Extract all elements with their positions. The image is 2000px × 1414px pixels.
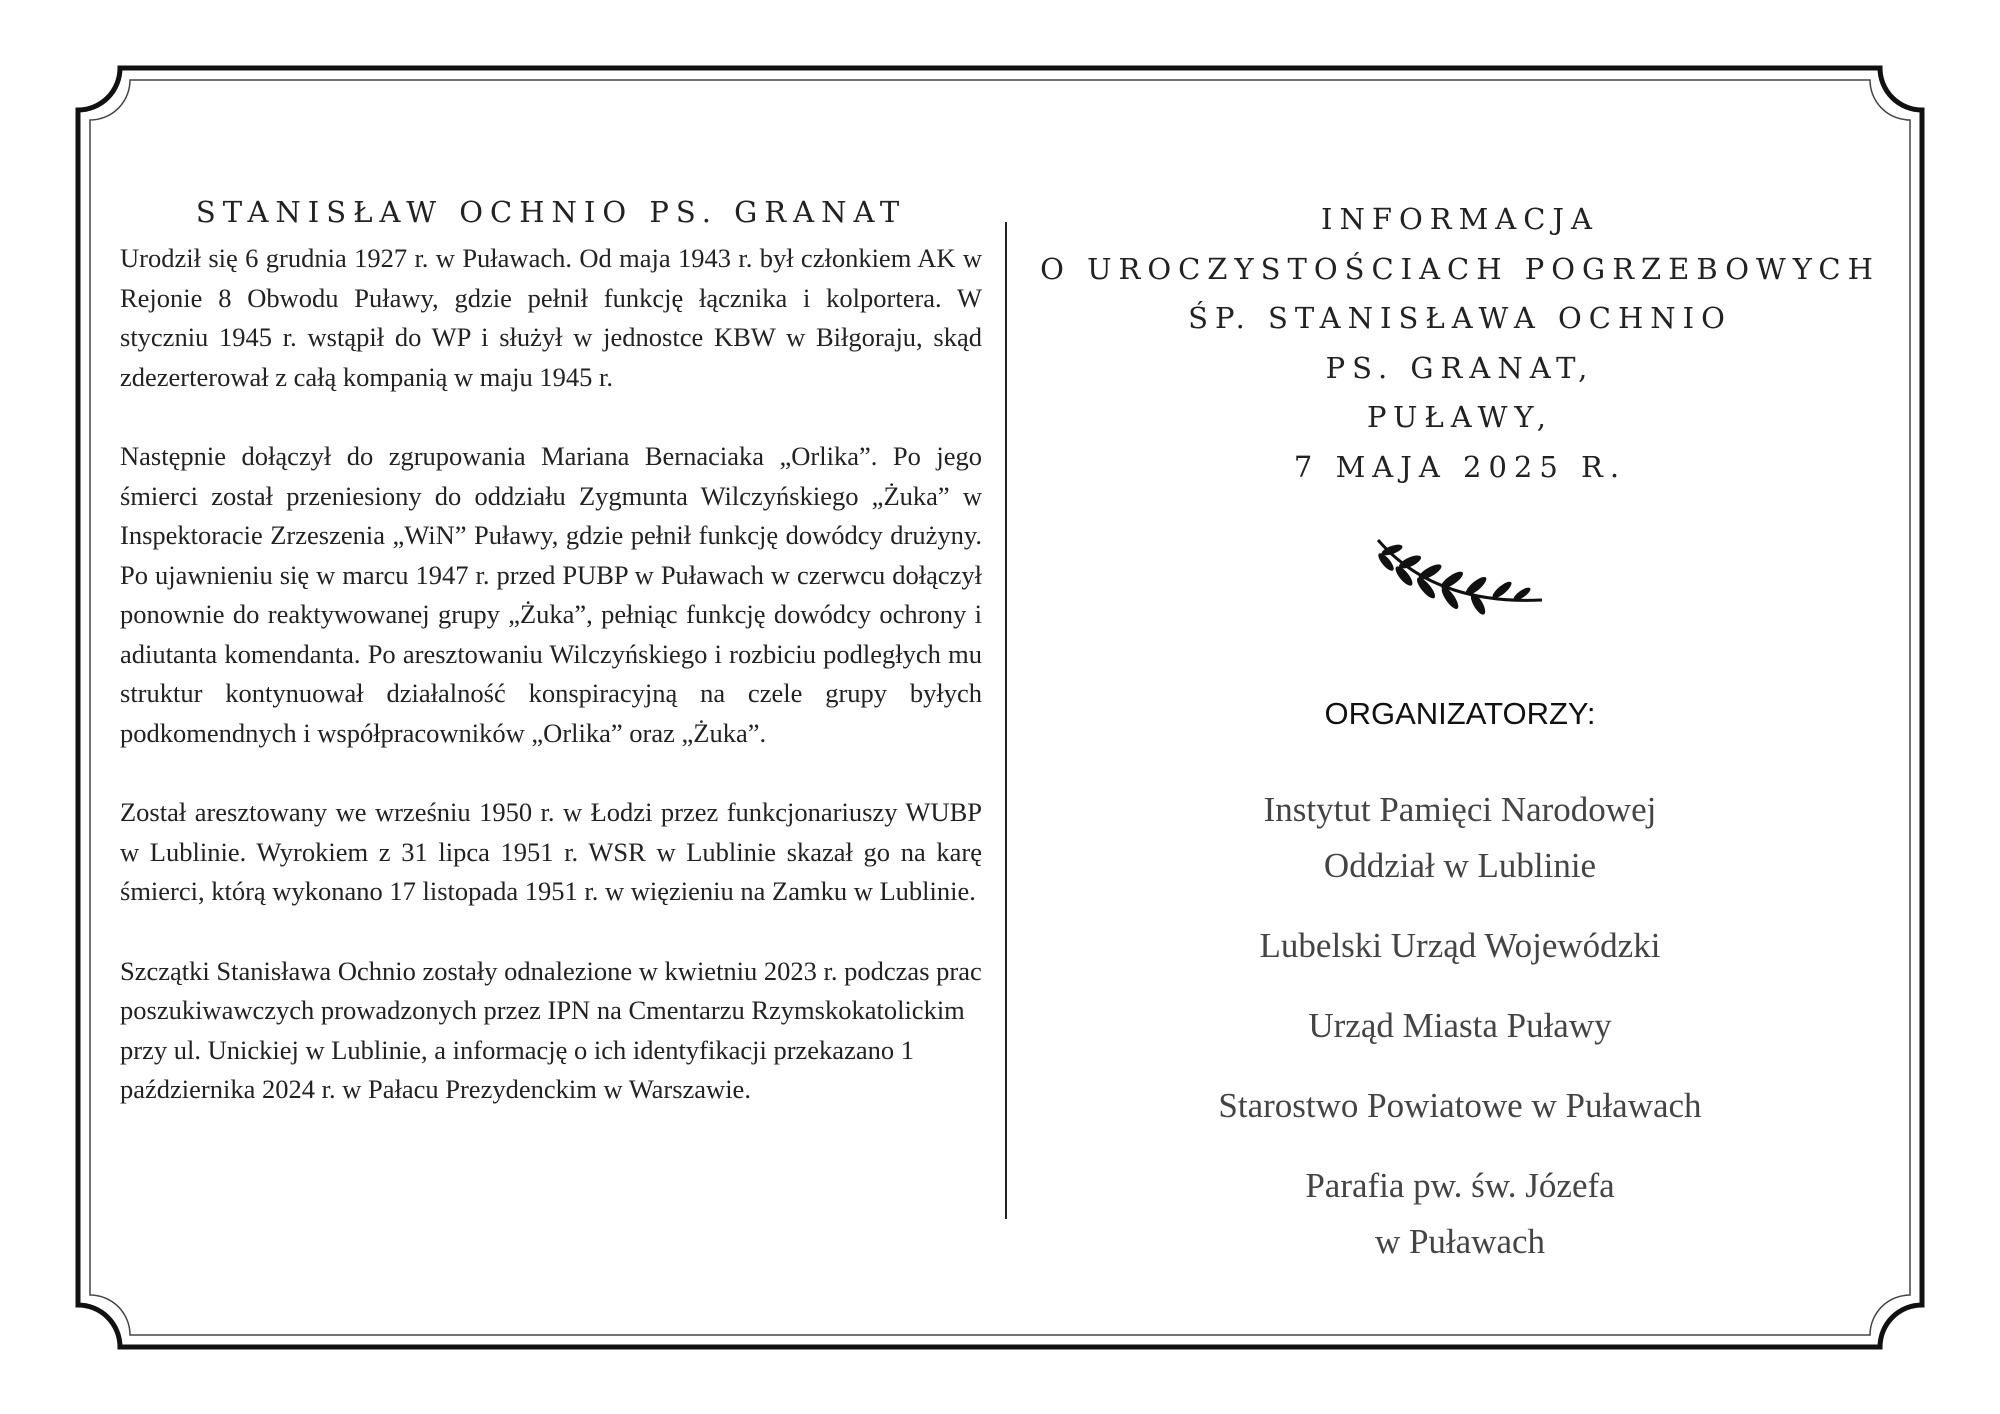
laurel-branch-icon: [1370, 532, 1550, 622]
biography-paragraph-2: Następnie dołączył do zgrupowania Mariana Bernaciaka „Orlika”. Po jego śmierci został przeniesiony do oddziału Zygmunta Wilczyńskiego „Żuka” w Inspektoracie Zrzeszenia „WiN” Puławy, gdzie pełnił funkcję dowódcy drużyny. Po ujawnieniu się w marcu 1947 r. przed PUBP w Puławach w czerwcu dołączył ponownie do reaktywowanej grupy „Żuka”, pełniąc funkcję dowódcy ochrony i adiutanta komendanta. Po aresztowaniu Wilczyńskiego i rozbiciu podległych mu struktur kontynuował działalność konspiracyjną na czele grupy byłych podkomendnych i współpracowników „Orlika” oraz „Żuka”.: [120, 441, 982, 748]
organizer-city-office-line-1: Urząd Miasta Puławy: [1308, 1006, 1612, 1045]
info-line-2: O UROCZYSTOŚCIACH POGRZEBOWYCH: [1040, 251, 1880, 286]
organizer-ipn-line-1: Instytut Pamięci Narodowej: [1263, 790, 1657, 829]
organizer-ipn-line-2: Oddział w Lublinie: [1323, 846, 1597, 885]
organizer-parish-line-2: w Puławach: [1374, 1222, 1546, 1261]
info-line-4: PS. GRANAT,: [1325, 350, 1595, 385]
biography-column: [120, 195, 982, 1150]
organizer-luw-line-1: Lubelski Urząd Wojewódzki: [1259, 926, 1661, 965]
biography-paragraph-1: Urodził się 6 grudnia 1927 r. w Puławach. Od maja 1943 r. był członkiem AK w Rejonie 8 Obwodu Puławy, gdzie pełnił funkcję łącznika i kolportera. W styczniu 1945 r. wstąpił do WP i służył w jednostce KBW w Biłgoraju, skąd zdezerterował z całą kompanią w maju 1945 r.: [120, 243, 982, 392]
organizer-parish-line-1: Parafia pw. św. Józefa: [1305, 1166, 1615, 1205]
info-line-5: PUŁAWY,: [1366, 400, 1554, 434]
organizer-ipn: [1020, 782, 1900, 894]
biography-paragraph-3: Został aresztowany we wrześniu 1950 r. w Łodzi przez funkcjonariuszy WUBP w Lublinie. Wyrokiem z 31 lipca 1951 r. WSR w Lublinie skazał go na karę śmierci, którą wykonano 17 listopada 1951 r. w więzieniu na Zamku w Lublinie.: [120, 797, 982, 906]
organizers-heading: ORGANIZATORZY:: [1324, 696, 1596, 731]
organizer-county-office: [1020, 1078, 1900, 1134]
info-line-3: ŚP. STANISŁAWA OCHNIO: [1188, 301, 1732, 335]
column-divider: [1005, 222, 1007, 1219]
organizer-county-office-line-1: Starostwo Powiatowe w Puławach: [1218, 1086, 1702, 1125]
ceremony-info-heading: [1020, 195, 1900, 492]
organizer-parish: [1020, 1158, 1900, 1270]
biography-title: STANISŁAW OCHNIO PS. GRANAT: [195, 195, 907, 229]
info-line-6: 7 MAJA 2025 R.: [1293, 449, 1627, 484]
organizer-city-office: [1020, 998, 1900, 1054]
organizer-luw: [1020, 918, 1900, 974]
info-line-1: INFORMACJA: [1321, 202, 1599, 236]
biography-paragraph-4: Szczątki Stanisława Ochnio zostały odnalezione w kwietniu 2023 r. podczas prac poszukiwawczych prowadzonych przez IPN na Cmentarzu Rzymskokatolickim przy ul. Unickiej w Lublinie, a informację o ich identyfikacji przekazano 1 października 2024 r. w Pałacu Prezydenckim w Warszawie.: [120, 955, 982, 1104]
ceremony-info-column: [1020, 195, 1900, 1294]
